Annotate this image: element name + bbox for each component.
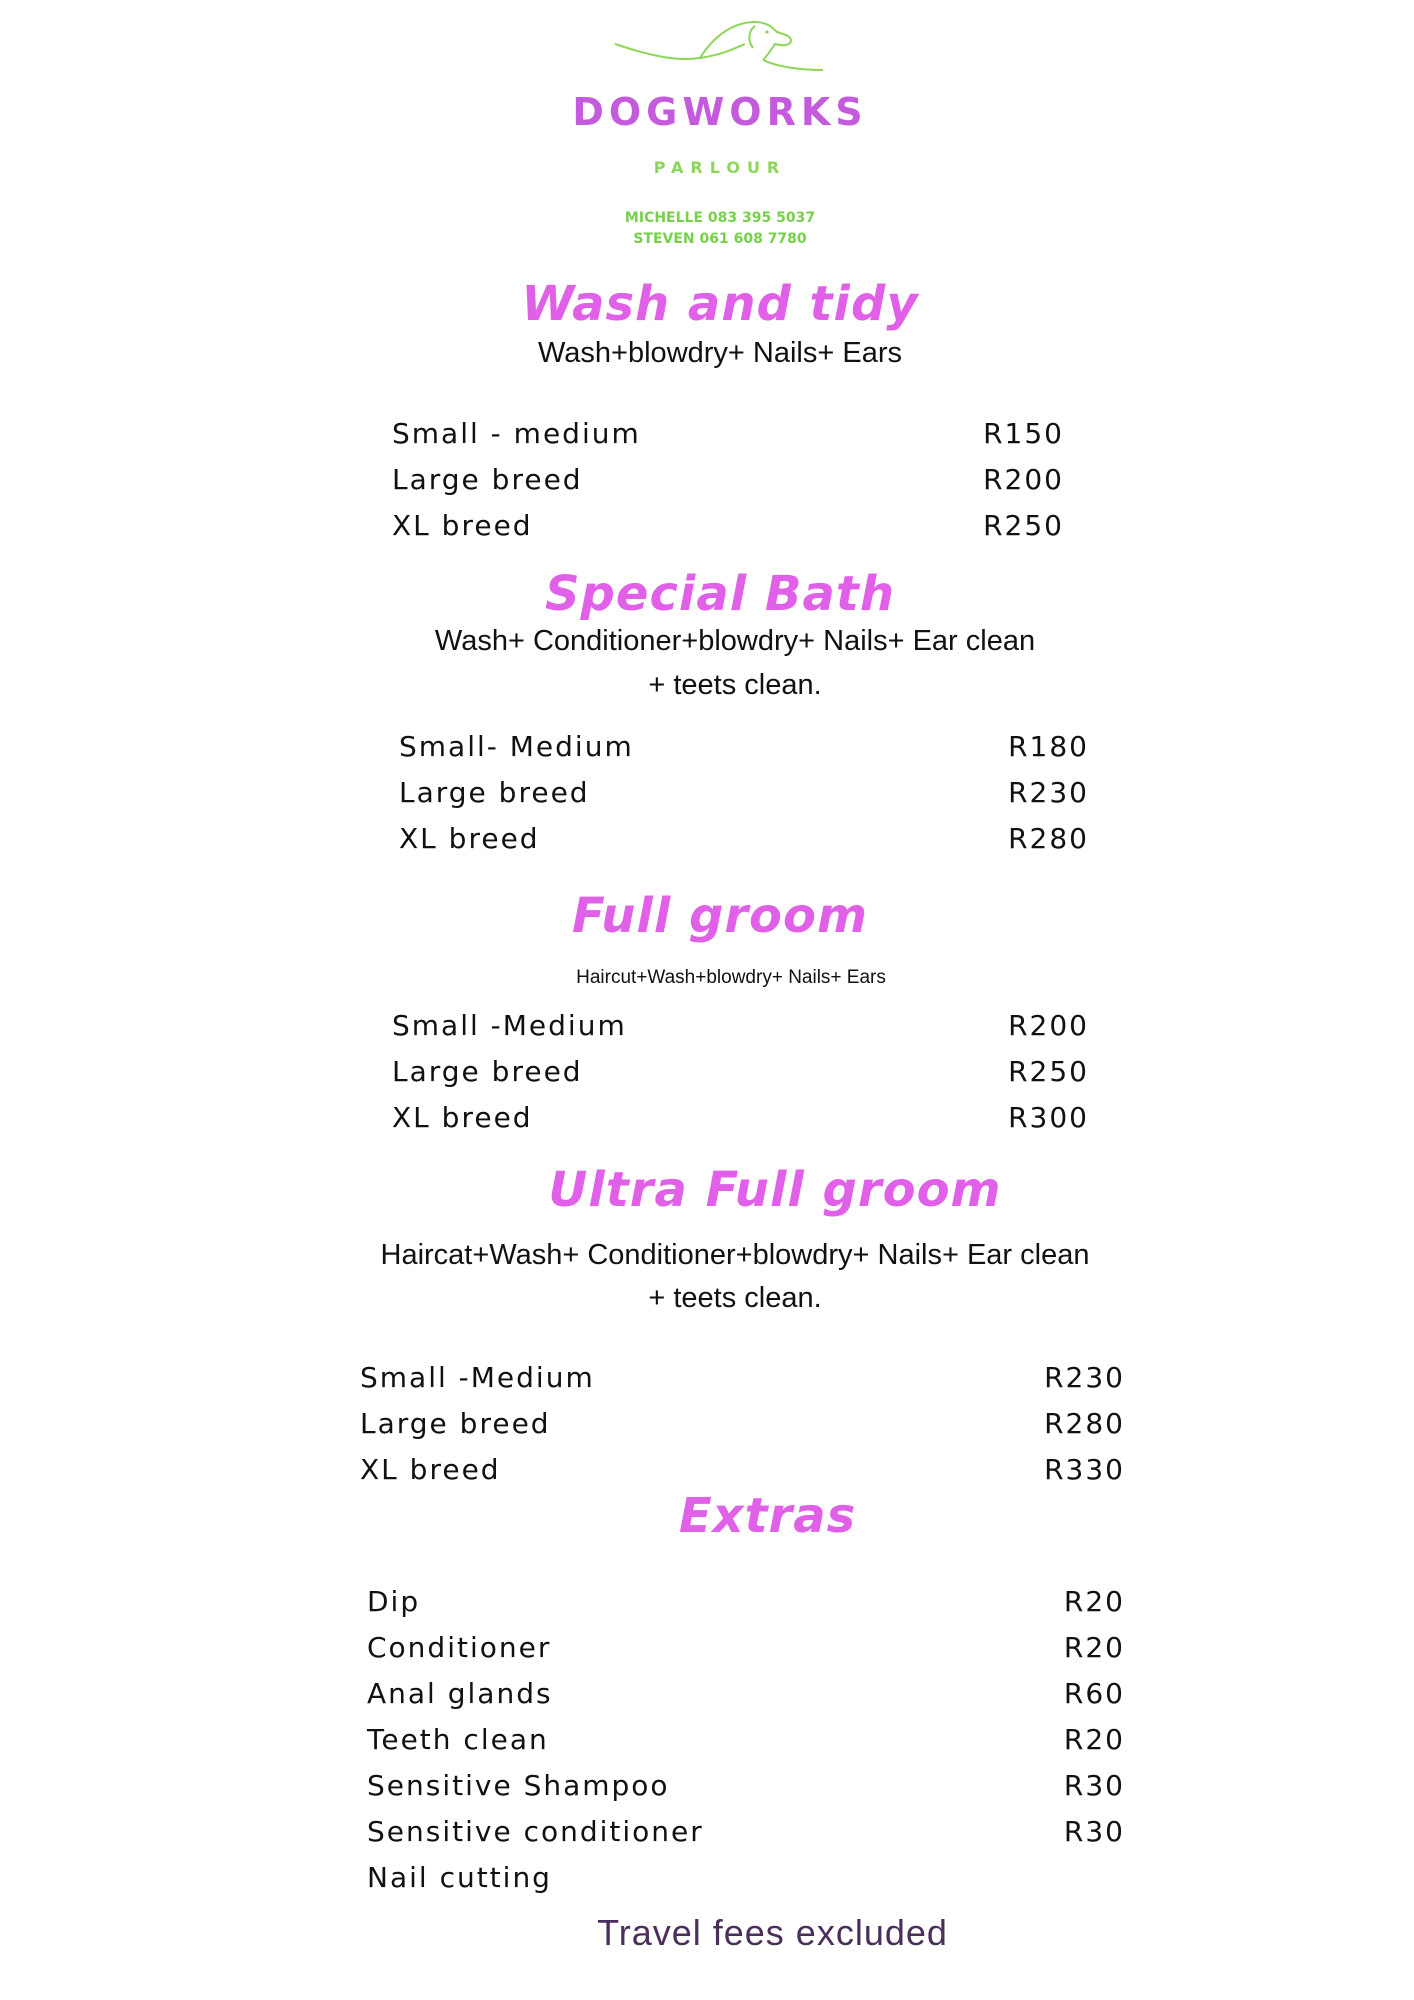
service-price: R280 [1044, 1406, 1125, 1440]
service-label: Small -Medium [360, 1360, 595, 1394]
contact-steven: STEVEN 061 608 7780 [633, 231, 807, 247]
section-desc: Wash+ Conditioner+blowdry+ Nails+ Ear clean [434, 625, 1036, 657]
section-title-ultra-full-groom: Ultra Full groom [548, 1162, 1002, 1218]
service-price: R20 [1063, 1722, 1125, 1756]
price-row [399, 723, 1089, 769]
service-label: XL breed [392, 508, 533, 542]
price-row [367, 1854, 1125, 1900]
service-label: Dip [367, 1584, 421, 1618]
price-row [392, 410, 1064, 456]
section-desc: Wash+blowdry+ Nails+ Ears [538, 337, 902, 369]
price-list-full-groom [392, 1002, 1089, 1140]
price-row [392, 1048, 1089, 1094]
price-list-wash-and-tidy [392, 410, 1064, 548]
price-row [360, 1400, 1125, 1446]
section-title-full-groom: Full groom [572, 888, 868, 944]
service-price: R30 [1063, 1814, 1125, 1848]
service-price: R300 [1008, 1100, 1089, 1134]
price-row [392, 1002, 1089, 1048]
section-desc: + teets clean. [648, 1282, 822, 1314]
service-price: R280 [1008, 821, 1089, 855]
service-label: XL breed [360, 1452, 501, 1486]
service-price: R20 [1063, 1630, 1125, 1664]
price-row [367, 1716, 1125, 1762]
price-list-extras [367, 1578, 1125, 1900]
service-label: Small- Medium [399, 729, 634, 763]
price-row [367, 1578, 1125, 1624]
section-title-extras: Extras [678, 1488, 857, 1544]
service-price: R230 [1044, 1360, 1125, 1394]
service-label: Large breed [392, 462, 583, 496]
price-row [399, 815, 1089, 861]
price-row [392, 1094, 1089, 1140]
brand-subtitle: PARLOUR [653, 158, 787, 177]
service-price: R30 [1063, 1768, 1125, 1802]
service-label: XL breed [399, 821, 540, 855]
section-desc: + teets clean. [648, 669, 822, 701]
service-label: Large breed [360, 1406, 551, 1440]
dog-logo-icon [605, 14, 825, 74]
service-price: R200 [983, 462, 1064, 496]
service-price: R330 [1044, 1452, 1125, 1486]
service-label: Nail cutting [367, 1860, 552, 1894]
service-label: Large breed [392, 1054, 583, 1088]
brand-name: DOGWORKS [572, 90, 868, 134]
service-price: R230 [1008, 775, 1089, 809]
service-label: Anal glands [367, 1676, 553, 1710]
price-row [367, 1624, 1125, 1670]
service-label: Large breed [399, 775, 590, 809]
price-row [367, 1808, 1125, 1854]
service-price: R150 [983, 416, 1064, 450]
service-label: XL breed [392, 1100, 533, 1134]
service-label: Small -Medium [392, 1008, 627, 1042]
price-row [360, 1354, 1125, 1400]
service-price: R20 [1063, 1584, 1125, 1618]
travel-fees-note: Travel fees excluded [597, 1912, 948, 1953]
price-row [360, 1446, 1125, 1492]
price-list-ultra-full-groom [360, 1354, 1125, 1492]
service-price: R200 [1008, 1008, 1089, 1042]
service-label: Sensitive Shampoo [367, 1768, 670, 1802]
service-label: Conditioner [367, 1630, 552, 1664]
contact-michelle: MICHELLE 083 395 5037 [624, 210, 816, 226]
section-title-special-bath: Special Bath [544, 566, 896, 622]
price-row [367, 1762, 1125, 1808]
service-price: R180 [1008, 729, 1089, 763]
service-price: R250 [1008, 1054, 1089, 1088]
price-row [392, 456, 1064, 502]
service-price: R250 [983, 508, 1064, 542]
section-title-wash-and-tidy: Wash and tidy [521, 276, 919, 332]
service-label: Small - medium [392, 416, 641, 450]
price-list-special-bath [399, 723, 1089, 861]
price-row [392, 502, 1064, 548]
service-label: Teeth clean [367, 1722, 549, 1756]
service-price: R60 [1063, 1676, 1125, 1710]
service-label: Sensitive conditioner [367, 1814, 704, 1848]
price-row [399, 769, 1089, 815]
section-desc: Haircat+Wash+ Conditioner+blowdry+ Nails+ Ear clean [380, 1239, 1090, 1271]
price-row [367, 1670, 1125, 1716]
section-desc: Haircut+Wash+blowdry+ Nails+ Ears [576, 967, 886, 988]
